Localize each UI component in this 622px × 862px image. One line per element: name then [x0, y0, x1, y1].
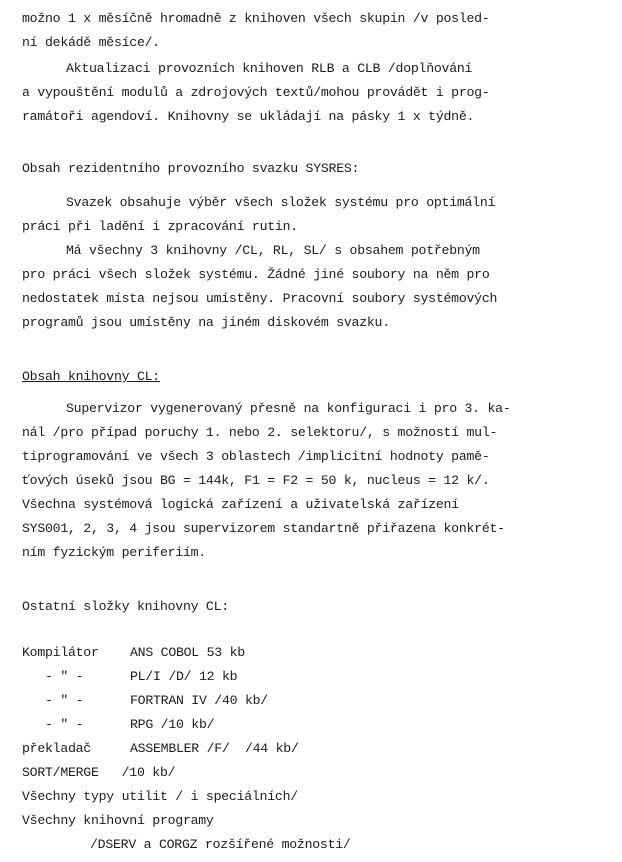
- text-line: práci při ladění i zpracování rutin.: [22, 219, 298, 234]
- component-value: ASSEMBLER /F/ /44 kb/: [130, 741, 299, 756]
- text-line: ním fyzickým periferiím.: [22, 545, 206, 560]
- component-label: - " -: [22, 693, 84, 708]
- component-label: překladač: [22, 741, 91, 756]
- text-line: Všechny typy utilit / i speciálních/: [22, 789, 298, 804]
- text-line: tiprogramování ve všech 3 oblastech /implicitní hodnoty pamě-: [22, 449, 490, 464]
- text-line: nál /pro případ poruchy 1. nebo 2. selektoru/, s možností mul-: [22, 425, 498, 440]
- text-line: ťových úseků jsou BG = 144k, F1 = F2 = 50 k, nucleus = 12 k/.: [22, 473, 490, 488]
- component-value: FORTRAN IV /40 kb/: [130, 693, 268, 708]
- text-line: /DSERV a CORGZ rozšířené možnosti/: [90, 837, 351, 852]
- text-line: SYS001, 2, 3, 4 jsou supervizorem standartně přiřazena konkrét-: [22, 521, 505, 536]
- section-heading-cl: Obsah knihovny CL:: [22, 369, 160, 384]
- component-value: ANS COBOL 53 kb: [130, 645, 245, 660]
- text-line: Všechny knihovní programy: [22, 813, 214, 828]
- section-heading-other: Ostatní složky knihovny CL:: [22, 599, 229, 614]
- text-line: nedostatek místa nejsou umístěny. Pracovní soubory systémových: [22, 291, 498, 306]
- text-line: a vypouštění modulů a zdrojových textů/mohou provádět i prog-: [22, 85, 490, 100]
- text-line: Aktualizaci provozních knihoven RLB a CLB /doplňování: [66, 61, 473, 76]
- component-label: - " -: [22, 717, 84, 732]
- text-line: SORT/MERGE /10 kb/: [22, 765, 176, 780]
- text-line: Svazek obsahuje výběr všech složek systému pro optimální: [66, 195, 496, 210]
- text-line: pro práci všech složek systému. Žádné jiné soubory na něm pro: [22, 267, 490, 282]
- text-line: programů jsou umístěny na jiném diskovém svazku.: [22, 315, 390, 330]
- text-line: Všechna systémová logická zařízení a uživatelská zařízení: [22, 497, 459, 512]
- text-line: ní dekádě měsíce/.: [22, 35, 160, 50]
- text-line: Má všechny 3 knihovny /CL, RL, SL/ s obsahem potřebným: [66, 243, 480, 258]
- component-label: Kompilátor: [22, 645, 99, 660]
- text-line: možno 1 x měsíčně hromadně z knihoven všech skupin /v posled-: [22, 11, 490, 26]
- component-value: RPG /10 kb/: [130, 717, 215, 732]
- text-line: ramátoři agendoví. Knihovny se ukládají na pásky 1 x týdně.: [22, 109, 475, 124]
- component-label: - " -: [22, 669, 84, 684]
- text-line: Supervizor vygenerovaný přesně na konfiguraci i pro 3. ka-: [66, 401, 511, 416]
- section-heading-sysres: Obsah rezidentního provozního svazku SYSRES:: [22, 161, 360, 176]
- component-value: PL/I /D/ 12 kb: [130, 669, 238, 684]
